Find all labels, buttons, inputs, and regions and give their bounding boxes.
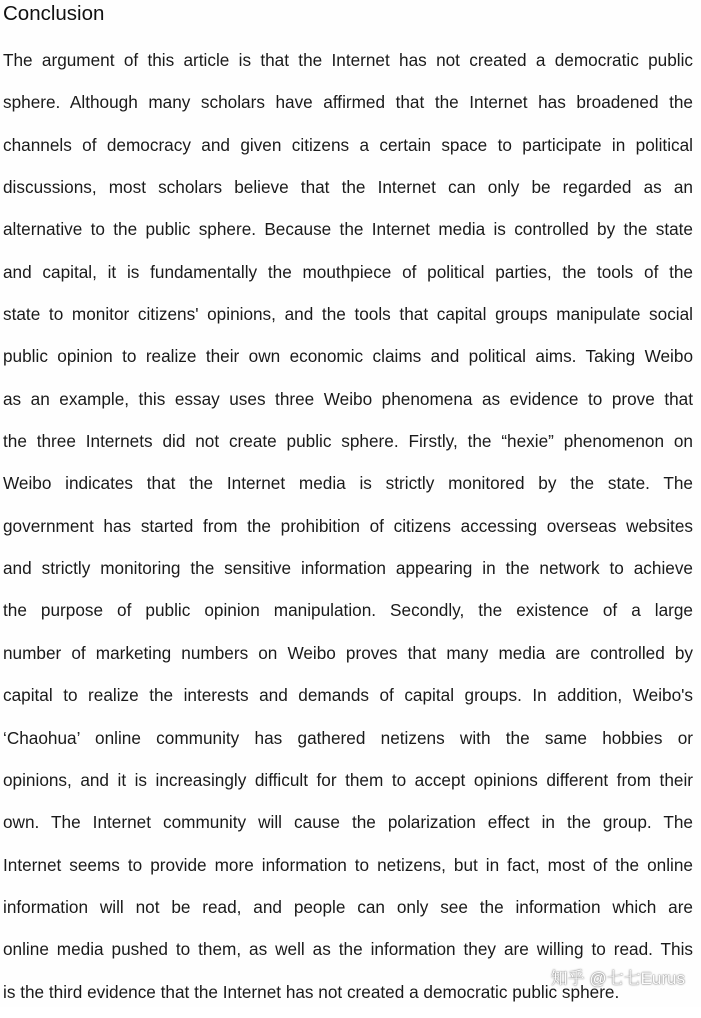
paragraph-line: alternative to the public sphere. Because the Internet media is controlled by the state: [3, 219, 693, 240]
paragraph-line: and capital, it is fundamentally the mouthpiece of political parties, the tools of the: [3, 261, 693, 282]
zhihu-watermark: 知乎 @七七Eurus: [550, 969, 685, 988]
paragraph-line: online media pushed to them, as well as the information they are willing to read. This: [3, 939, 693, 960]
paragraph-line: Internet seems to provide more information to netizens, but in fact, most of the online: [3, 854, 693, 875]
paragraph-line: number of marketing numbers on Weibo proves that many media are controlled by: [3, 642, 693, 663]
paragraph-line: discussions, most scholars believe that the Internet can only be regarded as an: [3, 177, 693, 198]
paragraph-line: information will not be read, and people can only see the information which are: [3, 896, 693, 917]
paragraph-line: channels of democracy and given citizens a certain space to participate in political: [3, 134, 693, 155]
paragraph-line: opinions, and it is increasingly difficult for them to accept opinions different from their: [3, 769, 693, 790]
paragraph-line: capital to realize the interests and demands of capital groups. In addition, Weibo's: [3, 685, 693, 706]
conclusion-paragraph: [3, 44, 693, 1018]
section-heading: Conclusion: [3, 2, 105, 25]
paragraph-line: and strictly monitoring the sensitive information appearing in the network to achieve: [3, 558, 693, 579]
paragraph-line: public opinion to realize their own economic claims and political aims. Taking Weibo: [3, 346, 693, 367]
paragraph-line: the three Internets did not create public sphere. Firstly, the “hexie” phenomenon on: [3, 431, 693, 452]
paragraph-line: The argument of this article is that the Internet has not created a democratic public: [3, 50, 693, 70]
paragraph-line: government has started from the prohibition of citizens accessing overseas websites: [3, 515, 693, 536]
paragraph-line: the purpose of public opinion manipulation. Secondly, the existence of a large: [3, 600, 693, 621]
paragraph-line: sphere. Although many scholars have affirmed that the Internet has broadened the: [3, 92, 693, 113]
paragraph-line: is the third evidence that the Internet has not created a democratic public sphere.: [3, 981, 620, 1002]
paragraph-line: state to monitor citizens' opinions, and the tools that capital groups manipulate social: [3, 304, 693, 325]
paragraph-line: as an example, this essay uses three Weibo phenomena as evidence to prove that: [3, 388, 693, 409]
paragraph-line: Weibo indicates that the Internet media is strictly monitored by the state. The: [3, 473, 693, 494]
paragraph-line: own. The Internet community will cause the polarization effect in the group. The: [3, 812, 693, 833]
paragraph-line: ‘Chaohua’ online community has gathered netizens with the same hobbies or: [3, 727, 693, 748]
